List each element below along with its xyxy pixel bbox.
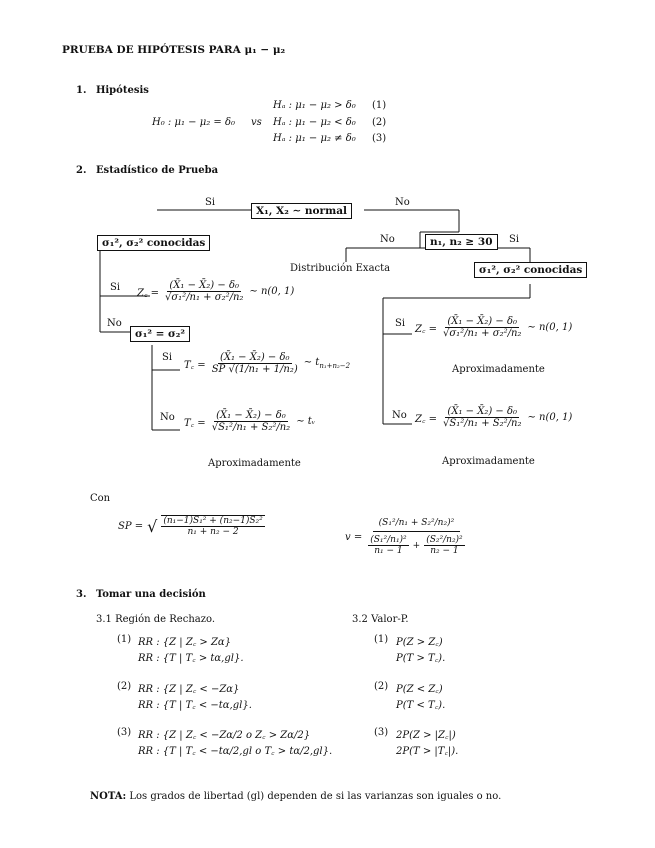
zca-denominator-text: σ₁²/n₁ + σ₂²/n₂	[449, 328, 522, 339]
zcs-lhs: Z꜀ =	[415, 413, 437, 425]
vp-2-z: P(Z < Z꜀)	[396, 684, 443, 695]
branch-si-n: Si	[509, 234, 520, 245]
alt-hypothesis-2-num: (2)	[372, 117, 387, 128]
vp-1-t: P(T > T꜀).	[396, 653, 446, 664]
label-con: Con	[90, 493, 111, 504]
v-plus: +	[412, 540, 421, 551]
tcw-denominator: √S₁²/n₁ + S₂²/n₂	[211, 422, 291, 433]
rr-2-t: RR : {T | T꜀ < −tα,gl}.	[138, 700, 252, 711]
tc-denominator: SP √(1/n₁ + 1/n₂)	[211, 364, 298, 375]
tcw-fraction	[210, 410, 292, 433]
tc-dist-symbol: ∼ t	[303, 357, 320, 368]
v-den-term-1	[368, 535, 408, 556]
vp-1-z: P(Z > Z꜀)	[396, 637, 443, 648]
v-denominator	[366, 532, 466, 556]
formula-tc-pooled	[184, 352, 350, 375]
branch-si-top: Si	[205, 197, 216, 208]
branch-no-right: No	[392, 410, 407, 421]
zc-denominator: √σ₁²/n₁ + σ₂²/n₂	[164, 292, 244, 303]
zca-dist: ∼ n(0, 1)	[527, 322, 573, 333]
formula-v	[345, 518, 467, 556]
tc-numerator: (X̄₁ − X̄₂) − δ₀	[219, 352, 290, 363]
rr-2-z: RR : {Z | Z꜀ < −Zα}	[138, 684, 240, 695]
alt-hypothesis-3-num: (3)	[372, 133, 387, 144]
branch-no-top: No	[395, 197, 410, 208]
rr-1-num: (1)	[117, 634, 132, 645]
tc-fraction	[210, 352, 300, 375]
zc-dist: ∼ n(0, 1)	[249, 286, 295, 297]
zcs-denominator: √S₁²/n₁ + S₂²/n₂	[442, 418, 522, 429]
zca-lhs: Z꜀ =	[415, 323, 437, 335]
v-den1-den: n₁ − 1	[374, 546, 403, 556]
vp-1-num: (1)	[374, 634, 389, 645]
zcs-denominator-text: S₁²/n₁ + S₂²/n₂	[449, 418, 522, 429]
sp-numerator: (n₁−1)S₁² + (n₂−1)S₂²	[163, 516, 263, 526]
rr-2-num: (2)	[117, 681, 132, 692]
v-lhs: v =	[345, 531, 363, 543]
note-text: Los grados de libertad (gl) dependen de si las varianzas son iguales o no.	[126, 791, 502, 802]
vp-3-num: (3)	[374, 727, 389, 738]
valor-p-heading: 3.2 Valor-P.	[352, 614, 409, 625]
sp-fraction	[161, 515, 264, 537]
section-number: 2.	[76, 165, 87, 176]
tcw-dist: ∼ tᵥ	[296, 416, 316, 427]
zca-fraction	[441, 316, 523, 339]
zc-numerator: (X̄₁ − X̄₂) − δ₀	[169, 280, 239, 291]
tc-dist-sub: n₁+n₂−2	[319, 362, 351, 370]
tcw-numerator: (X̄₁ − X̄₂) − δ₀	[216, 410, 286, 421]
zc-denominator-text: σ₁²/n₁ + σ₂²/n₂	[171, 292, 244, 303]
zc-lhs: Z꜀ =	[137, 287, 159, 299]
v-den1-num: (S₁²/n₁)²	[370, 535, 407, 545]
v-den-term-2	[424, 535, 464, 556]
sqrt-icon: √	[147, 516, 158, 536]
section-number: 3.	[76, 589, 87, 600]
tc-lhs: T꜀ =	[184, 359, 206, 371]
branch-no-left: No	[107, 318, 122, 329]
region-rechazo-heading: 3.1 Región de Rechazo.	[96, 614, 216, 625]
section-number: 1.	[76, 85, 87, 96]
section-title: Tomar una decisión	[95, 589, 206, 600]
zc-fraction	[163, 280, 245, 303]
vp-2-num: (2)	[374, 681, 389, 692]
sp-denominator: n₁ + n₂ − 2	[187, 527, 239, 537]
branch-si-pooled: Si	[162, 352, 173, 363]
formula-zc-approx-s	[415, 406, 572, 429]
tcw-denominator-text: S₁²/n₁ + S₂²/n₂	[218, 422, 291, 433]
vp-3-t: 2P(T > |T꜀|).	[396, 746, 459, 757]
box-normal: X₁, X₂ ∼ normal	[251, 203, 352, 219]
branch-si-right: Si	[395, 318, 406, 329]
branch-no-welch: No	[160, 412, 175, 423]
section-title: Hipótesis	[95, 85, 149, 96]
rr-1-z: RR : {Z | Z꜀ > Zα}	[138, 637, 232, 648]
page-title: PRUEBA DE HIPÓTESIS PARA μ₁ − μ₂	[62, 44, 286, 56]
alt-hypothesis-2: Hₐ : μ₁ − μ₂ < δ₀	[273, 117, 356, 128]
box-variances-known-left: σ₁², σ₂² conocidas	[97, 235, 210, 251]
alt-hypothesis-1: Hₐ : μ₁ − μ₂ > δ₀	[273, 100, 356, 111]
formula-tc-welch	[184, 410, 316, 433]
v-den2-num: (S₂²/n₂)²	[426, 535, 463, 545]
label-aprox-left: Aproximadamente	[208, 458, 301, 469]
zcs-dist: ∼ n(0, 1)	[527, 412, 573, 423]
formula-sp	[118, 515, 265, 537]
section-decision-heading	[76, 589, 206, 600]
box-variances-known-right: σ₁², σ₂² conocidas	[474, 262, 587, 278]
alt-hypothesis-1-num: (1)	[372, 100, 387, 111]
branch-si-left: Si	[110, 282, 121, 293]
tcw-lhs: T꜀ =	[184, 417, 206, 429]
versus-label: vs	[251, 117, 262, 128]
v-fraction	[366, 518, 466, 556]
zcs-fraction	[441, 406, 523, 429]
note-label: NOTA:	[90, 791, 127, 802]
note	[90, 791, 501, 802]
zca-denominator: √σ₁²/n₁ + σ₂²/n₂	[442, 328, 522, 339]
v-numerator: (S₁²/n₁ + S₂²/n₂)²	[373, 518, 461, 532]
zcs-numerator: (X̄₁ − X̄₂) − δ₀	[447, 406, 517, 417]
rr-1-t: RR : {T | T꜀ > tα,gl}.	[138, 653, 244, 664]
box-sample-size: n₁, n₂ ≥ 30	[425, 234, 498, 250]
label-aprox-right-1: Aproximadamente	[452, 364, 545, 375]
sp-lhs: SP =	[118, 520, 144, 532]
label-distribucion-exacta: Distribución Exacta	[290, 263, 391, 274]
alt-hypothesis-3: Hₐ : μ₁ − μ₂ ≠ δ₀	[273, 133, 356, 144]
formula-zc-exact	[137, 280, 294, 303]
tc-dist	[304, 357, 350, 370]
null-hypothesis: H₀ : μ₁ − μ₂ = δ₀	[152, 117, 235, 128]
box-equal-variances: σ₁² = σ₂²	[130, 326, 190, 342]
rr-3-num: (3)	[117, 727, 132, 738]
vp-3-z: 2P(Z > |Z꜀|)	[396, 730, 456, 741]
section-title: Estadístico de Prueba	[95, 165, 219, 176]
branch-no-n: No	[380, 234, 395, 245]
rr-3-z: RR : {Z | Z꜀ < −Zα/2 o Z꜀ > Zα/2}	[138, 730, 311, 741]
label-aprox-right-2: Aproximadamente	[442, 456, 535, 467]
rr-3-t: RR : {T | T꜀ < −tα/2,gl o T꜀ > tα/2,gl}.	[138, 746, 333, 757]
zca-numerator: (X̄₁ − X̄₂) − δ₀	[447, 316, 517, 327]
vp-2-t: P(T < T꜀).	[396, 700, 446, 711]
v-den2-den: n₂ − 1	[430, 546, 459, 556]
formula-zc-approx-sigma	[415, 316, 572, 339]
